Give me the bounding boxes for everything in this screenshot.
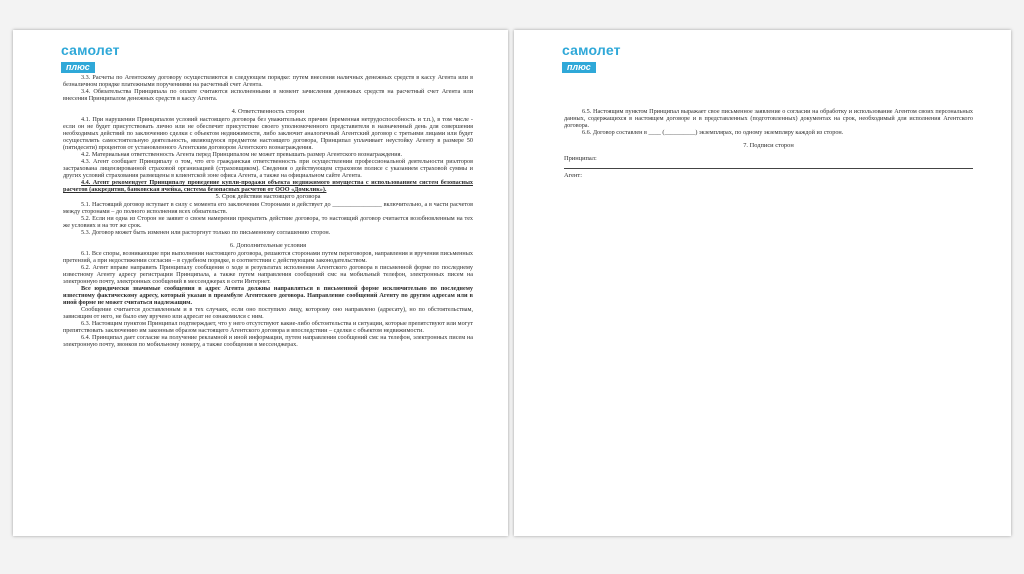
agent-label: Агент:	[564, 172, 582, 179]
document-page-right	[514, 30, 1011, 536]
right-page-text	[564, 108, 973, 179]
paragraph-6-3: 6.3. Настоящим пунктом Принципал подтверждает, что у него отсутствуют какие-либо обстоятельства и ситуации, которые препятствуют или могут препятствовать заключению им законным образом настоящего Агентского договора и впоследствии – сделки с объектом недвижимости.	[63, 320, 473, 334]
paragraph-5-2: 5.2. Если ни одна из Сторон не заявит о своем намерении прекратить действие договора, то настоящий договор считается возобновленным на тех же условиях и на тот же срок.	[63, 215, 473, 229]
section-6-title: 6. Дополнительные условия	[229, 242, 307, 249]
signature-block	[564, 155, 973, 179]
logo-plus-badge: плюс	[61, 62, 95, 73]
paragraph-5-1: 5.1. Настоящий договор вступает в силу с момента его заключения Сторонами и действует до ________________ включительно, а в части расчетов между сторонами – до полного исполнения всех обязательств.	[63, 201, 473, 215]
principal-signature-line	[564, 168, 973, 169]
paragraph-notice: Все юридически значимые сообщения в адрес Агента должны направляться в письменной форме исключительно по последнему известному фактическому адресу, который указан в преамбуле Агентского договора. Направление сообщений Агенту по другим адресам или в иной форме не может считаться надлежащим.	[63, 285, 473, 306]
logo-word: самолет	[562, 42, 621, 58]
samolet-plus-logo	[562, 43, 621, 75]
principal-label: Принципал:	[564, 155, 597, 162]
samolet-plus-logo	[61, 43, 120, 75]
paragraph-4-4: 4.4. Агент рекомендует Принципалу проведение купли-продажи объекта недвижимого имущества с использованием систем безопасных расчетов (аккредитив, банковская ячейка, система безопасных расчетов от ООО «Домклик»).	[63, 179, 473, 193]
paragraph-5-3: 5.3. Договор может быть изменен или расторгнут только по письменному соглашению сторон.	[81, 229, 331, 236]
paragraph-delivery: Сообщение считается доставленным и в тех случаях, если оно поступило лицу, которому оно направлено (адресату), но по обстоятельствам, зависящим от него, не было ему вручено или адресат не ознакомился с ним.	[63, 306, 473, 320]
paragraph-6-1: 6.1. Все споры, возникающие при выполнении настоящего договора, решаются сторонами путем переговоров, направления и вручения письменных претензий, а при недостижении согласия – в судебном порядке, в соответствии с действующим законодательством.	[63, 250, 473, 264]
section-7-title: 7. Подписи сторон	[743, 142, 794, 149]
left-page-text	[63, 74, 473, 348]
paragraph-6-2: 6.2. Агент вправе направить Принципалу сообщения о ходе и результатах исполнения Агентского договора в письменной форме по последнему известному Агенту адресу регистрации Принципала, а также путем направления сообщений смс на мобильный телефон, электронных писем на электронную почту, электронных сообщений в мессенджерах в сети Интернет.	[63, 264, 473, 285]
document-page-left	[13, 30, 508, 536]
paragraph-4-2: 4.2. Материальная ответственность Агента перед Принципалом не может превышать размер Агентского вознаграждения.	[81, 151, 402, 158]
paragraph-4-3: 4.3. Агент сообщает Принципалу о том, что его гражданская ответственность при осуществлении профессиональной деятельности риэлторов застрахована лицензированной страховой организацией (страховщиком). Сведения о действующем страховом полисе с указанием страховой суммы и других условий страхования размещены в клиентской зоне офиса Агента, а также на официальном сайте Агента.	[63, 158, 473, 179]
paragraph-6-4: 6.4. Принципал дает согласие на получение рекламной и иной информации, путем направления сообщений смс на телефон, электронных писем на электронную почту, звонков по мобильному номеру, а также сообщения в мессенджерах.	[63, 334, 473, 348]
logo-word: самолет	[61, 42, 120, 58]
paragraph-6-5: 6.5. Настоящим пунктом Принципал выражает свое письменное заявление о согласии на обработку и использование Агентом своих персональных данных, содержащихся в настоящем договоре и в представленных (подготовленных) документах на срок, необходимый для исполнения Агентского договора.	[564, 108, 973, 129]
paragraph-4-1: 4.1. При нарушении Принципалом условий настоящего договора без уважительных причин (временная нетрудоспособность и т.п.), в том числе - если он не будет присутствовать лично или не обеспечит присутствие своего уполномоченного представителя в назначенный день для совершения необходимых действий по заключению сделки с объектом недвижимости, либо заключит аналогичный Агентский договор с третьими лицами или будет осуществлять самостоятельную деятельность, являющуюся предметом настоящего договора, Принципал уплачивает неустойку Агенту в размере 50 (пятидесяти) процентов от установленного Агентским договором Агентского вознаграждения.	[63, 116, 473, 151]
paragraph-3-4: 3.4. Обязательства Принципала по оплате считаются исполненными в момент зачисления денежных средств на расчетный счет Агента или внесения Принципалом денежных средств в кассу Агента.	[63, 88, 473, 102]
paragraph-3-3: 3.3. Расчеты по Агентскому договору осуществляются в следующем порядке: путем внесения наличных денежных средств в кассу Агента или в безналичном порядке платежными поручениями на расчетный счет Агента.	[63, 74, 473, 88]
section-5-title: 5. Срок действия настоящего договора	[215, 193, 321, 200]
logo-plus-badge: плюс	[562, 62, 596, 73]
section-4-title: 4. Ответственность сторон	[231, 108, 305, 115]
paragraph-6-6: 6.6. Договор составлен в ____ (__________) экземплярах, по одному экземпляру каждой из сторон.	[582, 129, 844, 136]
